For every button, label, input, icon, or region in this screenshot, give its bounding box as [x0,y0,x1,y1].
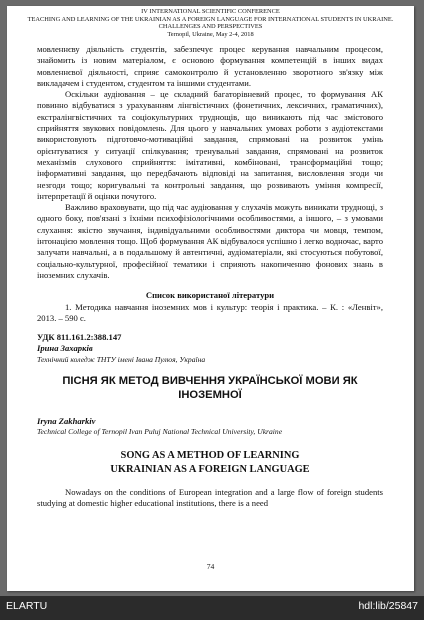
author-name-uk: Ірина Захарків [37,343,93,354]
references-heading: Список використаної літератури [145,290,275,301]
affiliation-en: Technical College of Ternopil Ivan Puluj National Technical University, Ukraine [37,427,283,437]
article-title-en [37,449,383,477]
affiliation-uk: Технічний коледж ТНТУ імені Івана Пулюя, Україна [37,354,206,364]
header-line-3: CHALLENGES AND PERSPECTIVES [158,23,263,31]
document-page [7,6,414,591]
header-line-2: TEACHING AND LEARNING OF THE UKRAINIAN AS A FOREIGN LANGUAGE FOR INTERNATIONAL STUDENTS IN UKRAINE. [27,15,394,23]
handle-identifier[interactable]: hdl:lib/25847 [358,600,418,612]
body-paragraph-1: мовленнєву діяльність студентів, забезпечує процес керування навчальним процесом, знайомить із новим матеріалом, є основою формування компетенцій в інших видах мовленнєвої діяльності, сприяє самоконтролю й установленню зворотного зв'язку між викладачем і студентом, студентом та іншими студентами. [37,44,383,88]
repository-footer-bar [0,596,424,620]
body-paragraph-3: Важливо враховувати, що під час аудіювання у слухачів можуть виникати труднощі, з одного боку, пов'язані з їхніми психофізіологічними особливостями, а іншого, – з умовами слухання: якістю звучання, індивідуальними особливостями диктора чи мовця, темпом, інтонацією мовлення тощо. Щоб формування АК відбувалося успішно і легко водночас, варто залучати навчальні, а в подальшому й автентичні, аудіоматеріали, які стосуються побутової, соціально-культурної, професійної тематики і сприяють накопиченню фонових знань в іноземних слухачів. [37,202,383,280]
header-line-4: Ternopil, Ukraine, May 2-4, 2018 [167,30,254,38]
conference-header [7,8,414,38]
intro-paragraph-en: Nowadays on the conditions of European integration and a large flow of foreign students studying at domestic higher educational institutions, there is a need [37,487,383,509]
author-name-en: Iryna Zakharkiv [37,415,96,426]
header-line-1: IV INTERNATIONAL SCIENTIFIC CONFERENCE [141,8,280,15]
article-title-en-line-2: UKRAINIAN AS A FOREIGN LANGUAGE [110,464,310,476]
repository-name[interactable]: ELARTU [6,600,48,612]
article-title-en-line-1: SONG AS A METHOD OF LEARNING [120,450,300,462]
udk-code: УДК 811.161.2:388.147 [37,332,122,343]
article-title-uk: ПІСНЯ ЯК МЕТОД ВИВЧЕННЯ УКРАЇНСЬКОЇ МОВИ ЯК ІНОЗЕМНОЇ [62,374,358,402]
reference-item: 1. Методика навчання іноземних мов і культур: теорія і практика. – К. : «Ленвіт», 2013. – 590 с. [37,301,383,323]
page-number: 74 [206,562,215,571]
body-paragraph-2: Оскільки аудіювання – це складний багаторівневий процес, то формування АК повинно відбуватися з урахуванням лінгвістичних (фонетичних, лексичних, граматичних), екстралінгвістичних та соціокультурних труднощів, що виникають під час змістового сприйняття звукових повідомлень. Для цього у навчальних умовах роботи з аудіотекстами використовують підготовчо-мотиваційні завдання, спрямовані на розвиток умінь орієнтуватися у ситуації спілкування; тренувальні завдання, спрямовані на розвиток механізмів слухового сприйняття: імітативні, комбіновані, трансформаційні тощо; інформативні завдання, що передбачають відповіді на запитання, висловлення згоди чи незгоди тощо; коригувальні та контрольні завдання, що розвивають уміння компресії, інтерпретації й оцінки почутого. [37,89,383,201]
page-body [37,44,383,510]
